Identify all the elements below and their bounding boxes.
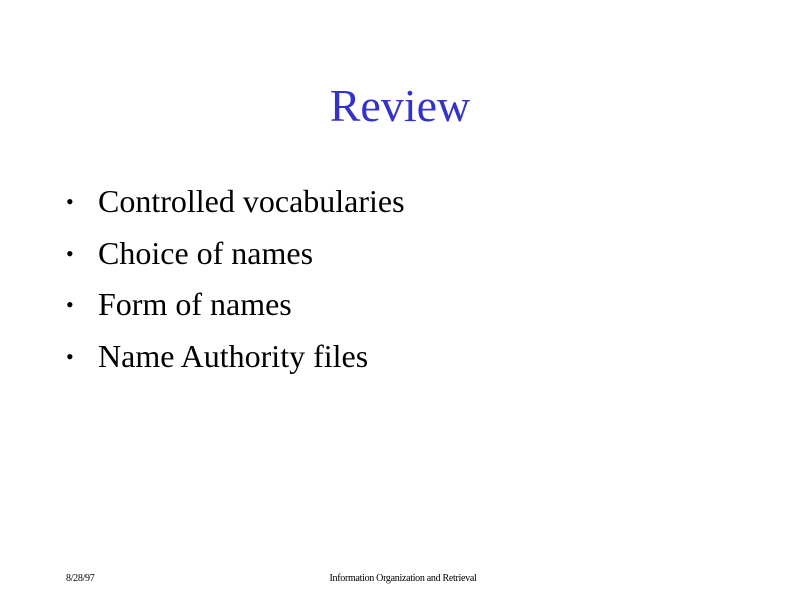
footer-course-title: Information Organization and Retrieval	[329, 573, 477, 584]
bullet-icon: •	[66, 292, 74, 317]
bullet-icon: •	[66, 189, 74, 214]
bullet-icon: •	[66, 343, 74, 369]
bullet-item	[66, 279, 405, 331]
bullet-text: Controlled vocabularies	[98, 183, 405, 219]
slide-title: Review	[329, 80, 471, 131]
footer-date: 8/28/97	[66, 573, 95, 584]
bullet-text: Choice of names	[98, 234, 314, 271]
bullet-text: Name Authority files	[98, 337, 369, 374]
bullet-text: Form of names	[98, 286, 292, 322]
bullet-list	[66, 176, 405, 382]
bullet-icon: •	[66, 240, 74, 266]
bullet-item	[66, 228, 405, 280]
bullet-item	[66, 331, 405, 383]
bullet-item	[66, 176, 405, 228]
